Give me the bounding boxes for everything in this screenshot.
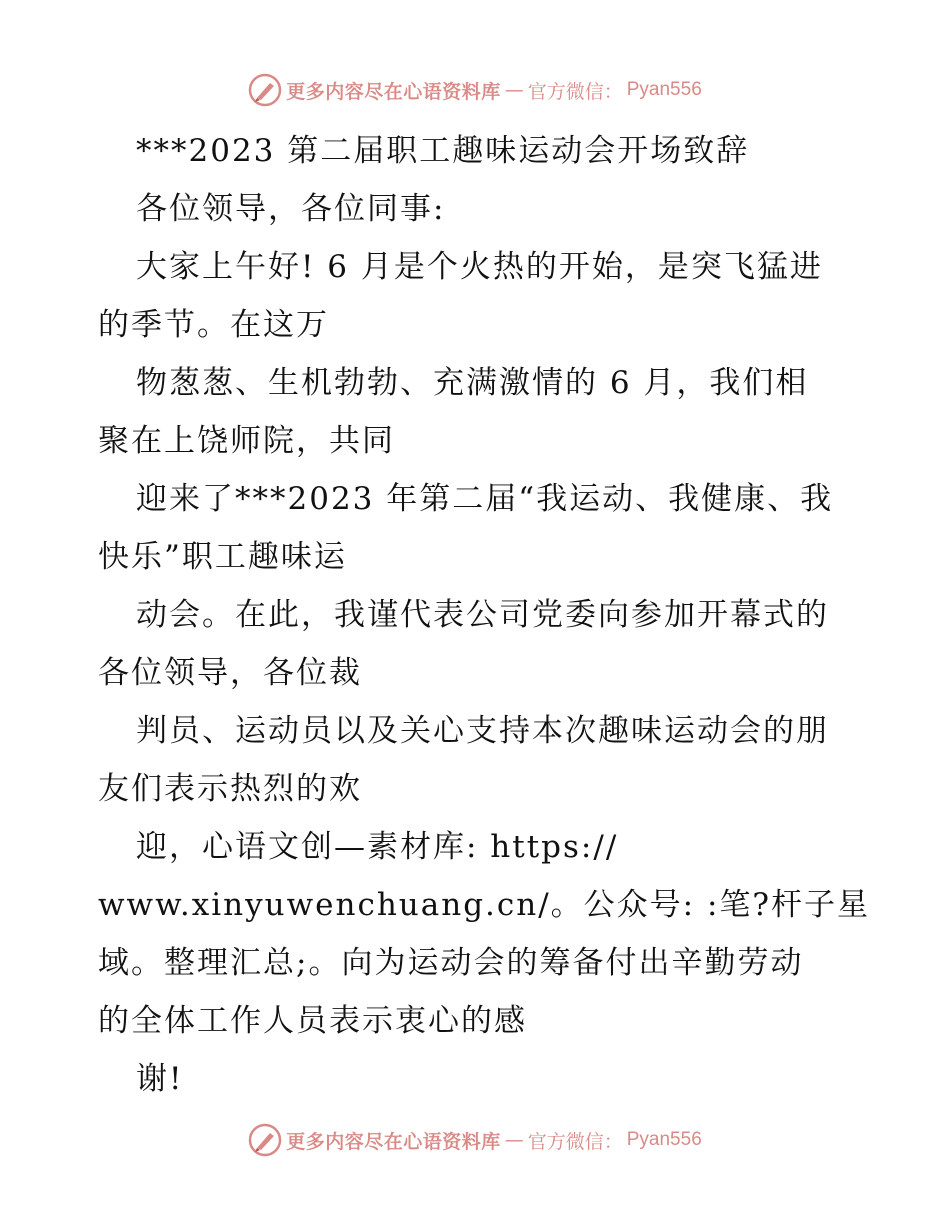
paragraph-line: 物葱葱、生机勃勃、充满激情的 6 月，我们相	[136, 365, 809, 401]
paragraph-line: 各位领导，各位裁	[98, 655, 362, 691]
paragraph-line: 域。整理汇总;。向为运动会的筹备付出辛勤劳动	[98, 945, 804, 981]
pen-logo-icon	[248, 73, 282, 107]
paragraph-line: 聚在上饶师院，共同	[98, 423, 395, 459]
pen-logo-icon	[248, 1123, 282, 1157]
paragraph-line: 判员、运动员以及关心支持本次趣味运动会的朋	[136, 713, 829, 749]
watermark-wechat-id: Pyan556	[626, 1129, 702, 1150]
paragraph-line: 的季节。在这万	[98, 307, 329, 343]
paragraph-line: 迎，心语文创—素材库: https://	[136, 829, 619, 865]
watermark-dash: —	[504, 1129, 524, 1151]
paragraph-line: 的全体工作人员表示衷心的感	[98, 1003, 527, 1039]
footer-watermark	[0, 1120, 950, 1160]
salutation: 各位领导，各位同事:	[136, 191, 446, 227]
header-watermark	[0, 70, 950, 110]
watermark-official: 官方微信：	[527, 80, 623, 103]
document-title: ***2023 第二届职工趣味运动会开场致辞	[136, 133, 750, 169]
paragraph-line: 迎来了***2023 年第二届“我运动、我健康、我	[136, 481, 834, 517]
paragraph-line: 快乐”职工趣味运	[98, 539, 347, 575]
document-body	[98, 122, 871, 1108]
paragraph-line: 友们表示热烈的欢	[98, 771, 362, 807]
watermark-text: 更多内容尽在心语资料库	[286, 80, 501, 103]
watermark-wechat-id: Pyan556	[626, 79, 702, 100]
watermark-text: 更多内容尽在心语资料库	[286, 1130, 501, 1153]
paragraph-line: 大家上午好! 6 月是个火热的开始，是突飞猛进	[136, 249, 823, 285]
paragraph-line: 谢!	[136, 1061, 184, 1097]
watermark-official: 官方微信：	[527, 1130, 623, 1153]
paragraph-line: www.xinyuwenchuang.cn/。公众号: :笔?杆子星	[98, 887, 871, 923]
watermark-dash: —	[504, 79, 524, 101]
paragraph-line: 动会。在此，我谨代表公司党委向参加开幕式的	[136, 597, 829, 633]
